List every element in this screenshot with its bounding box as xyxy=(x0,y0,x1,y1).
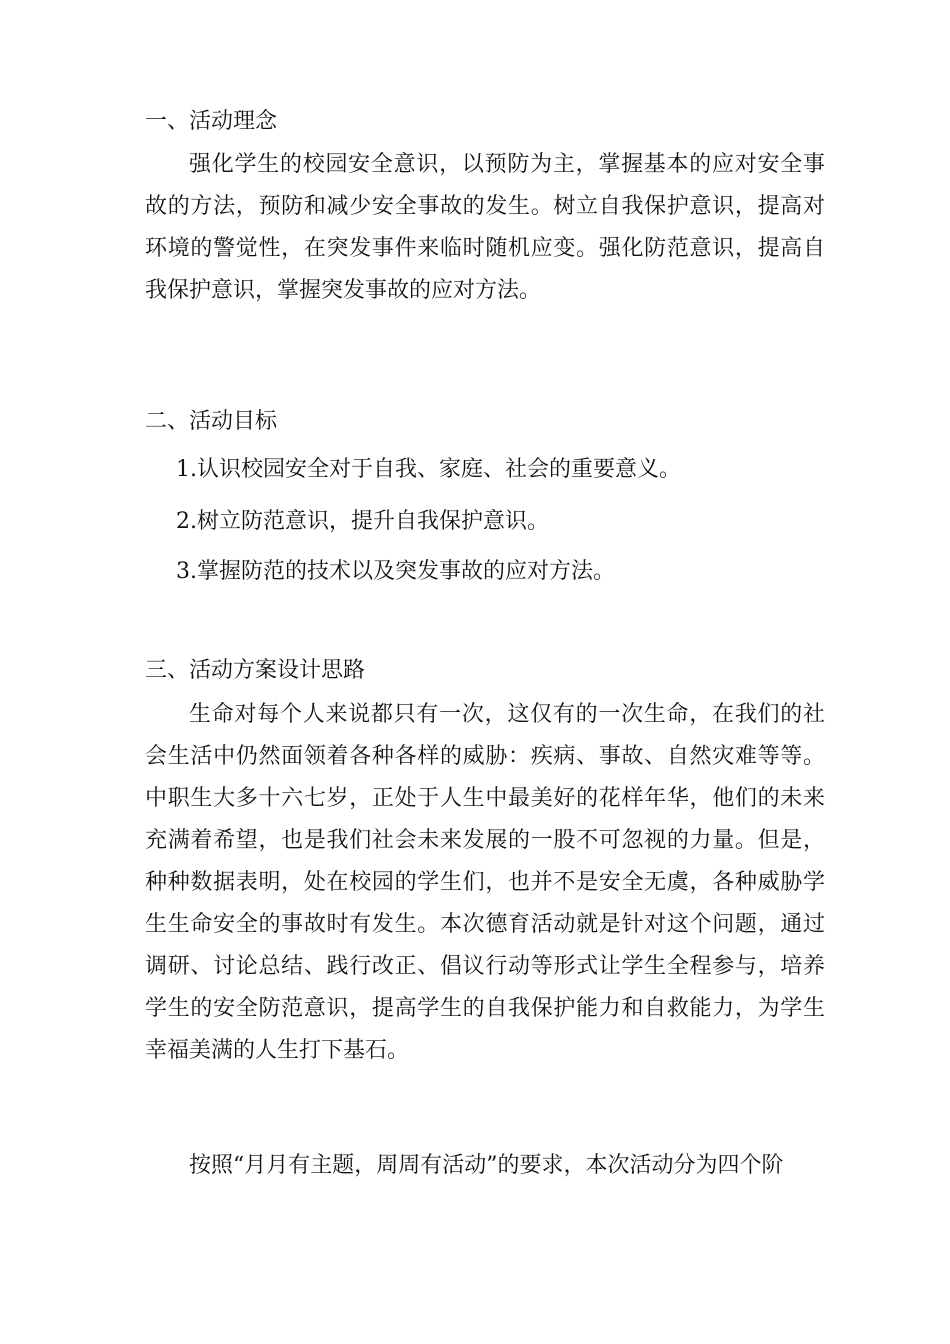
design-paragraph-1: 生命对每个人来说都只有一次，这仅有的一次生命，在我们的社会生活中仍然面领着各种各样的威胁：疾病、事故、自然灾难等等。中职生大多十六七岁，正处于人生中最美好的花样年华，他们的未来充满着希望，也是我们社会未来发展的一股不可忽视的力量。但是，种种数据表明，处在校园的学生们，也并不是安全无虞，各种威胁学生生命安全的事故时有发生。本次德育活动就是针对这个问题，通过调研、讨论总结、践行改正、倡议行动等形式让学生全程参与，培养学生的安全防范意识，提高学生的自我保护能力和自救能力，为学生幸福美满的人生打下基石。 xyxy=(145,702,825,1063)
goal-item-1: 1.认识校园安全对于自我、家庭、社会的重要意义。 xyxy=(176,457,681,482)
goal-item-2: 2.树立防范意识，提升自我保护意识。 xyxy=(176,509,549,534)
section-heading-concept: 一、活动理念 xyxy=(145,109,278,134)
section-heading-goals: 二、活动目标 xyxy=(145,409,278,434)
goal-item-3: 3.掌握防范的技术以及突发事故的应对方法。 xyxy=(176,559,615,584)
design-paragraph-2: 按照“月月有主题，周周有活动”的要求，本次活动分为四个阶 xyxy=(189,1153,784,1178)
section-heading-design: 三、活动方案设计思路 xyxy=(145,658,366,683)
concept-paragraph: 强化学生的校园安全意识，以预防为主，掌握基本的应对安全事故的方法，预防和减少安全事故的发生。树立自我保护意识，提高对环境的警觉性，在突发事件来临时随机应变。强化防范意识，提高自我保护意识，掌握突发事故的应对方法。 xyxy=(145,152,825,303)
